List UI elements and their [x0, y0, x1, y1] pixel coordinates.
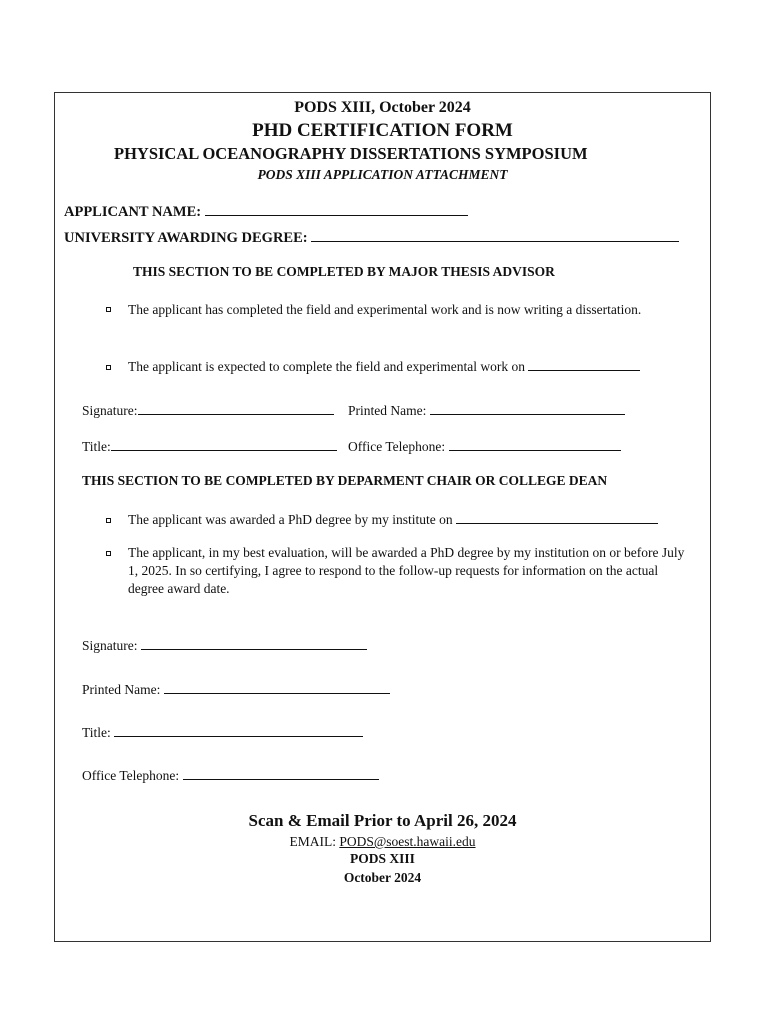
- chair-printed-name-field[interactable]: [164, 681, 390, 694]
- chair-award-date-field[interactable]: [456, 511, 658, 524]
- event-line: PODS XIII, October 2024: [294, 99, 471, 116]
- chair-printed-name-row: [82, 681, 390, 698]
- advisor-option1-checkbox[interactable]: [106, 307, 111, 312]
- advisor-section-heading: THIS SECTION TO BE COMPLETED BY MAJOR THESIS ADVISOR: [133, 264, 555, 279]
- chair-office-phone-label: Office Telephone:: [82, 768, 180, 783]
- chair-option2-text: The applicant, in my best evaluation, will be awarded a PhD degree by my institution on or before July 1, 2025. In so certifying, I agree to respond to the follow-up requests for information on the actual degree award date.: [128, 545, 685, 596]
- chair-title-label: Title:: [82, 725, 111, 740]
- chair-option1-row: [128, 511, 658, 528]
- advisor-printed-name-row: [348, 402, 625, 419]
- chair-office-phone-field[interactable]: [183, 767, 379, 780]
- advisor-printed-name-label: Printed Name:: [348, 403, 427, 418]
- email-row: [55, 834, 710, 850]
- footer-event: PODS XIII: [350, 851, 415, 866]
- chair-option1-text: The applicant was awarded a PhD degree by my institute on: [128, 512, 453, 527]
- form-frame: [54, 92, 711, 942]
- chair-title-field[interactable]: [114, 724, 363, 737]
- applicant-name-row: [64, 203, 468, 221]
- advisor-signature-row: [82, 402, 334, 419]
- applicant-name-label: APPLICANT NAME:: [64, 204, 202, 220]
- advisor-completion-date-field[interactable]: [528, 358, 640, 371]
- advisor-option2-text: The applicant is expected to complete the field and experimental work on: [128, 359, 525, 374]
- chair-section-heading: THIS SECTION TO BE COMPLETED BY DEPARMENT CHAIR OR COLLEGE DEAN: [82, 473, 608, 488]
- university-label: UNIVERSITY AWARDING DEGREE:: [64, 230, 308, 246]
- chair-printed-name-label: Printed Name:: [82, 682, 161, 697]
- advisor-printed-name-field[interactable]: [430, 402, 625, 415]
- advisor-option2-row: [128, 358, 640, 375]
- chair-signature-field[interactable]: [141, 637, 367, 650]
- email-link[interactable]: PODS@soest.hawaii.edu: [339, 834, 476, 849]
- submission-deadline: Scan & Email Prior to April 26, 2024: [248, 811, 517, 830]
- advisor-office-phone-field[interactable]: [449, 438, 621, 451]
- advisor-option1-text: The applicant has completed the field and experimental work and is now writing a dissertation.: [128, 302, 642, 317]
- advisor-signature-label: Signature:: [82, 403, 138, 418]
- chair-signature-row: [82, 637, 367, 654]
- university-row: [64, 229, 679, 247]
- advisor-title-label: Title:: [82, 439, 111, 454]
- symposium-title: PHYSICAL OCEANOGRAPHY DISSERTATIONS SYMPOSIUM: [114, 144, 588, 163]
- advisor-title-field[interactable]: [111, 438, 337, 451]
- advisor-signature-field[interactable]: [138, 402, 334, 415]
- chair-option2-checkbox[interactable]: [106, 551, 111, 556]
- chair-option1-checkbox[interactable]: [106, 518, 111, 523]
- advisor-office-phone-label: Office Telephone:: [348, 439, 446, 454]
- advisor-office-phone-row: [348, 438, 621, 455]
- chair-office-phone-row: [82, 767, 379, 784]
- university-field[interactable]: [311, 229, 679, 242]
- chair-title-row: [82, 724, 363, 741]
- footer-date: October 2024: [343, 870, 422, 885]
- attachment-subtitle: PODS XIII APPLICATION ATTACHMENT: [257, 167, 508, 182]
- chair-signature-label: Signature:: [82, 638, 138, 653]
- advisor-title-row: [82, 438, 337, 455]
- form-title: PHD CERTIFICATION FORM: [252, 120, 513, 141]
- advisor-option2-checkbox[interactable]: [106, 365, 111, 370]
- email-label: EMAIL:: [289, 834, 336, 849]
- applicant-name-field[interactable]: [205, 203, 468, 216]
